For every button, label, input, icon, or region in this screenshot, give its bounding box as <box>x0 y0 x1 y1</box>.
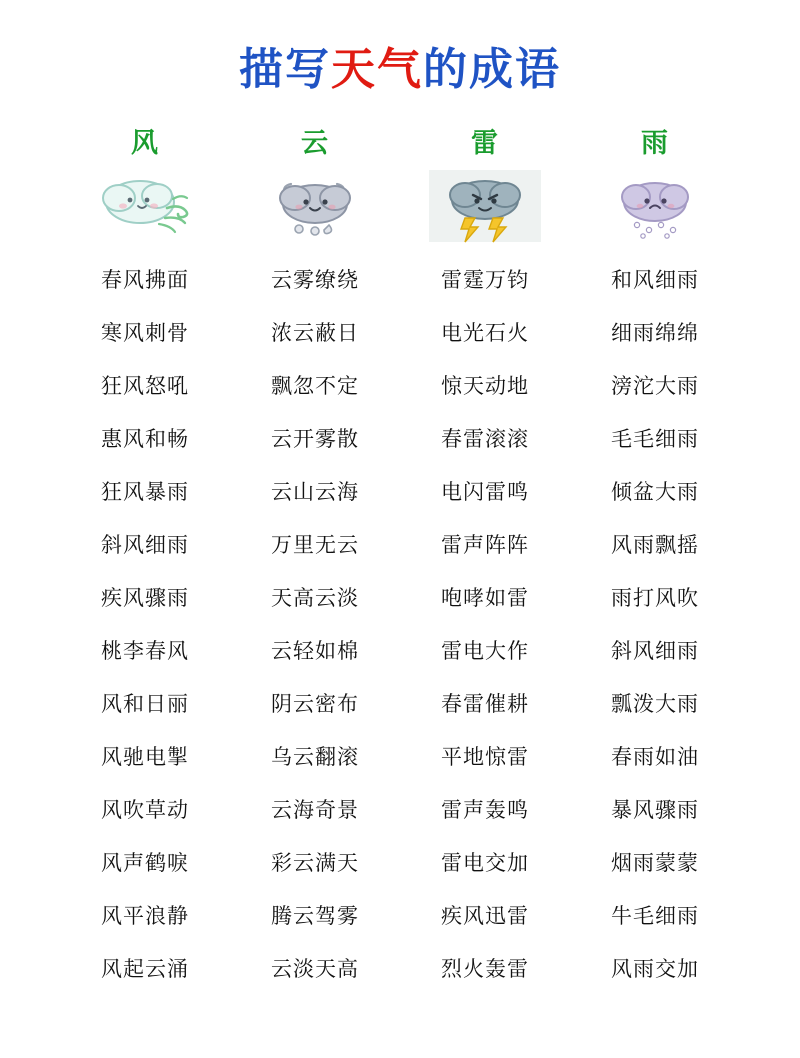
column-heading: 雨 <box>641 128 669 158</box>
idiom-item: 云淡天高 <box>271 957 359 981</box>
idiom-item: 风雨飘摇 <box>611 533 699 557</box>
idiom-item: 寒风刺骨 <box>101 321 189 345</box>
idiom-item: 桃李春风 <box>101 639 189 663</box>
idiom-item: 雷霆万钧 <box>441 268 529 292</box>
idiom-item: 春风拂面 <box>101 268 189 292</box>
idiom-item: 阴云密布 <box>271 692 359 716</box>
idiom-item: 彩云满天 <box>271 851 359 875</box>
page-title-part2: 天气 <box>331 45 423 94</box>
idiom-item: 风起云涌 <box>101 957 189 981</box>
idiom-item: 腾云驾雾 <box>271 904 359 928</box>
idiom-column-cloud <box>230 126 400 996</box>
idiom-item: 风雨交加 <box>611 957 699 981</box>
idiom-item: 风声鹤唳 <box>101 851 189 875</box>
idiom-item: 春雷滚滚 <box>441 427 529 451</box>
idiom-item: 瓢泼大雨 <box>611 692 699 716</box>
idiom-item: 倾盆大雨 <box>611 480 699 504</box>
page-title-part1: 描写 <box>239 45 331 94</box>
idiom-item: 雷声轰鸣 <box>441 798 529 822</box>
idiom-item: 春雷催耕 <box>441 692 529 716</box>
idiom-item: 雨打风吹 <box>611 586 699 610</box>
idiom-item: 云轻如棉 <box>271 639 359 663</box>
idiom-item: 电闪雷鸣 <box>441 480 529 504</box>
idiom-item: 暴风骤雨 <box>611 798 699 822</box>
idiom-item: 风驰电掣 <box>101 745 189 769</box>
idiom-item: 疾风迅雷 <box>441 904 529 928</box>
idiom-item: 细雨绵绵 <box>611 321 699 345</box>
idiom-item: 平地惊雷 <box>441 745 529 769</box>
idiom-item: 咆哮如雷 <box>441 586 529 610</box>
drizzle-cloud-icon <box>595 168 715 244</box>
idiom-item: 云开雾散 <box>271 427 359 451</box>
wind-cloud-icon <box>85 168 205 244</box>
idiom-item: 斜风细雨 <box>101 533 189 557</box>
idiom-item: 毛毛细雨 <box>611 427 699 451</box>
idiom-item: 狂风怒吼 <box>101 374 189 398</box>
page-title <box>0 0 800 98</box>
column-heading: 雷 <box>471 128 499 158</box>
idiom-item: 云雾缭绕 <box>271 268 359 292</box>
column-heading: 云 <box>301 128 329 158</box>
idiom-column-thunder <box>400 126 570 996</box>
idiom-item: 春雨如油 <box>611 745 699 769</box>
idiom-item: 雷电大作 <box>441 639 529 663</box>
idiom-item: 斜风细雨 <box>611 639 699 663</box>
idiom-columns <box>0 126 800 996</box>
idiom-item: 飘忽不定 <box>271 374 359 398</box>
idiom-item: 云海奇景 <box>271 798 359 822</box>
idiom-item: 惠风和畅 <box>101 427 189 451</box>
thunder-cloud-icon <box>425 168 545 244</box>
idiom-item: 风平浪静 <box>101 904 189 928</box>
idiom-item: 疾风骤雨 <box>101 586 189 610</box>
idiom-item: 烈火轰雷 <box>441 957 529 981</box>
idiom-item: 雷声阵阵 <box>441 533 529 557</box>
idiom-item: 烟雨蒙蒙 <box>611 851 699 875</box>
idiom-item: 云山云海 <box>271 480 359 504</box>
idiom-item: 牛毛细雨 <box>611 904 699 928</box>
idiom-item: 惊天动地 <box>441 374 529 398</box>
rain-cloud-icon <box>255 168 375 244</box>
idiom-item: 乌云翻滚 <box>271 745 359 769</box>
idiom-column-wind <box>60 126 230 996</box>
idiom-item: 和风细雨 <box>611 268 699 292</box>
idiom-item: 滂沱大雨 <box>611 374 699 398</box>
idiom-item: 天高云淡 <box>271 586 359 610</box>
idiom-item: 浓云蔽日 <box>271 321 359 345</box>
idiom-item: 万里无云 <box>271 533 359 557</box>
idiom-item: 风和日丽 <box>101 692 189 716</box>
idiom-item: 电光石火 <box>441 321 529 345</box>
idiom-column-rain <box>570 126 740 996</box>
idiom-item: 雷电交加 <box>441 851 529 875</box>
column-heading: 风 <box>131 128 159 158</box>
idiom-item: 狂风暴雨 <box>101 480 189 504</box>
idiom-item: 风吹草动 <box>101 798 189 822</box>
page-title-part3: 的成语 <box>423 45 561 94</box>
